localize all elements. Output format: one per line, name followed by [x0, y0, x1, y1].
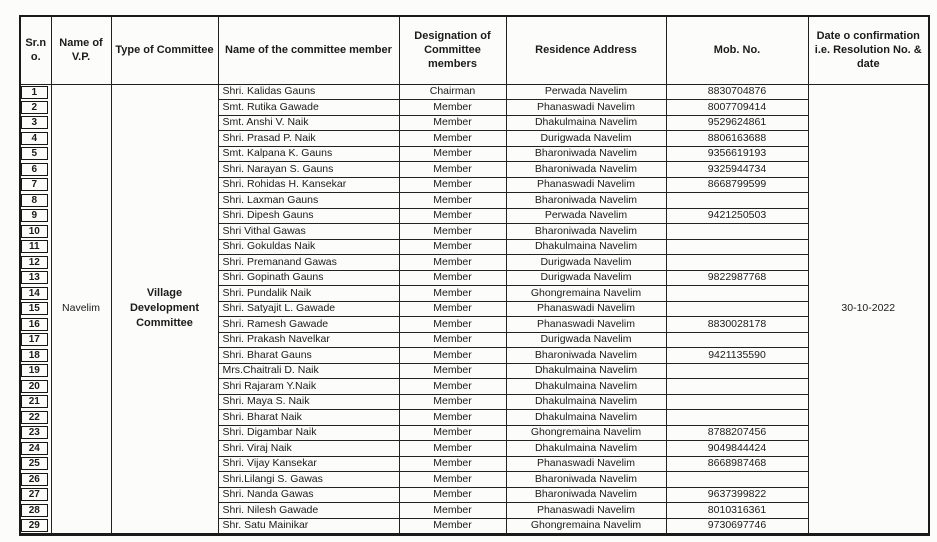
member-name-cell: Shri. Gopinath Gauns: [218, 270, 399, 286]
committee-table: [19, 15, 930, 536]
member-name-cell: Smt. Rutika Gawade: [218, 100, 399, 116]
mobile-number-cell: 8010316361: [666, 503, 808, 519]
sr-no-cell: [20, 317, 51, 333]
residence-address-cell: Dhakulmaina Navelim: [506, 239, 666, 255]
residence-address-cell: Bharoniwada Navelim: [506, 487, 666, 503]
sr-no-cell: [20, 503, 51, 519]
sr-no-cell: [20, 224, 51, 240]
table-header: [20, 16, 929, 84]
residence-address-cell: Perwada Navelim: [506, 208, 666, 224]
designation-cell: Member: [399, 100, 506, 116]
table-row: [20, 84, 929, 100]
sr-no-cell: [20, 84, 51, 100]
residence-address-cell: Bharoniwada Navelim: [506, 162, 666, 178]
mobile-number-cell: [666, 410, 808, 426]
sr-no: 24: [21, 442, 48, 455]
designation-cell: Member: [399, 255, 506, 271]
sr-no-cell: [20, 239, 51, 255]
confirmation-date-cell: 30-10-2022: [808, 84, 929, 535]
residence-address-cell: Dhakulmaina Navelim: [506, 394, 666, 410]
residence-address-cell: Dhakulmaina Navelim: [506, 441, 666, 457]
header-committee: Type of Committee: [111, 16, 218, 84]
residence-address-cell: Durigwada Navelim: [506, 255, 666, 271]
sr-no: 25: [21, 457, 48, 470]
mobile-number-cell: 9325944734: [666, 162, 808, 178]
sr-no-cell: [20, 379, 51, 395]
residence-address-cell: Phanaswadi Navelim: [506, 503, 666, 519]
sr-no-cell: [20, 425, 51, 441]
residence-address-cell: Ghongremaina Navelim: [506, 518, 666, 535]
mobile-number-cell: 8806163688: [666, 131, 808, 147]
vp-name-cell: Navelim: [51, 84, 111, 535]
mobile-number-cell: [666, 472, 808, 488]
sr-no-cell: [20, 441, 51, 457]
designation-cell: Member: [399, 193, 506, 209]
sr-no-cell: [20, 363, 51, 379]
residence-address-cell: Bharoniwada Navelim: [506, 146, 666, 162]
sr-no: 5: [21, 147, 48, 160]
sr-no-cell: [20, 394, 51, 410]
residence-address-cell: Perwada Navelim: [506, 84, 666, 100]
sr-no: 11: [21, 240, 48, 253]
header-designation: Designation of Committee members: [399, 16, 506, 84]
designation-cell: Member: [399, 425, 506, 441]
sr-no: 16: [21, 318, 48, 331]
sr-no: 20: [21, 380, 48, 393]
member-name-cell: Shri. Rohidas H. Kansekar: [218, 177, 399, 193]
mobile-number-cell: 9637399822: [666, 487, 808, 503]
designation-cell: Member: [399, 239, 506, 255]
mobile-number-cell: 9356619193: [666, 146, 808, 162]
designation-cell: Member: [399, 379, 506, 395]
member-name-cell: Shri. Prakash Navelkar: [218, 332, 399, 348]
member-name-cell: Shri. Satyajit L. Gawade: [218, 301, 399, 317]
sr-no: 1: [21, 86, 48, 99]
member-name-cell: Shri Vithal Gawas: [218, 224, 399, 240]
sr-no-cell: [20, 162, 51, 178]
residence-address-cell: Durigwada Navelim: [506, 270, 666, 286]
sr-no-cell: [20, 487, 51, 503]
designation-cell: Member: [399, 208, 506, 224]
residence-address-cell: Phanaswadi Navelim: [506, 177, 666, 193]
member-name-cell: Shri. Laxman Gauns: [218, 193, 399, 209]
designation-cell: Member: [399, 131, 506, 147]
sr-no: 2: [21, 101, 48, 114]
sr-no-cell: [20, 177, 51, 193]
mobile-number-cell: 9529624861: [666, 115, 808, 131]
residence-address-cell: Durigwada Navelim: [506, 332, 666, 348]
member-name-cell: Shri. Nilesh Gawade: [218, 503, 399, 519]
designation-cell: Member: [399, 146, 506, 162]
sr-no: 4: [21, 132, 48, 145]
designation-cell: Member: [399, 332, 506, 348]
sr-no-cell: [20, 146, 51, 162]
sr-no: 19: [21, 364, 48, 377]
residence-address-cell: Dhakulmaina Navelim: [506, 379, 666, 395]
sr-no-cell: [20, 410, 51, 426]
designation-cell: Member: [399, 301, 506, 317]
residence-address-cell: Bharoniwada Navelim: [506, 224, 666, 240]
residence-address-cell: Durigwada Navelim: [506, 131, 666, 147]
member-name-cell: Shri. Ramesh Gawade: [218, 317, 399, 333]
residence-address-cell: Phanaswadi Navelim: [506, 301, 666, 317]
sr-no: 15: [21, 302, 48, 315]
designation-cell: Member: [399, 503, 506, 519]
residence-address-cell: Ghongremaina Navelim: [506, 286, 666, 302]
sr-no: 29: [21, 519, 48, 532]
designation-cell: Chairman: [399, 84, 506, 100]
designation-cell: Member: [399, 472, 506, 488]
sr-no-cell: [20, 115, 51, 131]
residence-address-cell: Phanaswadi Navelim: [506, 456, 666, 472]
designation-cell: Member: [399, 518, 506, 535]
designation-cell: Member: [399, 270, 506, 286]
mobile-number-cell: 9049844424: [666, 441, 808, 457]
member-name-cell: Shri. Narayan S. Gauns: [218, 162, 399, 178]
mobile-number-cell: [666, 379, 808, 395]
mobile-number-cell: [666, 394, 808, 410]
residence-address-cell: Phanaswadi Navelim: [506, 100, 666, 116]
sr-no: 27: [21, 488, 48, 501]
member-name-cell: Shri. Bharat Gauns: [218, 348, 399, 364]
residence-address-cell: Dhakulmaina Navelim: [506, 115, 666, 131]
designation-cell: Member: [399, 456, 506, 472]
member-name-cell: Shri. Kalidas Gauns: [218, 84, 399, 100]
sr-no-cell: [20, 456, 51, 472]
mobile-number-cell: [666, 332, 808, 348]
member-name-cell: Shri.Lilangi S. Gawas: [218, 472, 399, 488]
header-vp-name: Name of V.P.: [51, 16, 111, 84]
designation-cell: Member: [399, 224, 506, 240]
header-member-name: Name of the committee member: [218, 16, 399, 84]
sr-no: 17: [21, 333, 48, 346]
mobile-number-cell: [666, 193, 808, 209]
member-name-cell: Shri. Viraj Naik: [218, 441, 399, 457]
committee-type-cell: Village Development Committee: [111, 84, 218, 535]
designation-cell: Member: [399, 410, 506, 426]
sr-no: 3: [21, 116, 48, 129]
mobile-number-cell: 8007709414: [666, 100, 808, 116]
designation-cell: Member: [399, 363, 506, 379]
mobile-number-cell: 8830704876: [666, 84, 808, 100]
sr-no: 13: [21, 271, 48, 284]
residence-address-cell: Bharoniwada Navelim: [506, 193, 666, 209]
mobile-number-cell: [666, 239, 808, 255]
sr-no-cell: [20, 270, 51, 286]
sr-no: 10: [21, 225, 48, 238]
designation-cell: Member: [399, 162, 506, 178]
mobile-number-cell: 8830028178: [666, 317, 808, 333]
member-name-cell: Shri. Gokuldas Naik: [218, 239, 399, 255]
mobile-number-cell: 9822987768: [666, 270, 808, 286]
mobile-number-cell: [666, 363, 808, 379]
header-residence: Residence Address: [506, 16, 666, 84]
sr-no-cell: [20, 131, 51, 147]
residence-address-cell: Bharoniwada Navelim: [506, 348, 666, 364]
member-name-cell: Shri. Premanand Gawas: [218, 255, 399, 271]
header-mobile: Mob. No.: [666, 16, 808, 84]
sr-no-cell: [20, 255, 51, 271]
member-name-cell: Shr. Satu Mainikar: [218, 518, 399, 535]
sr-no: 6: [21, 163, 48, 176]
mobile-number-cell: 9730697746: [666, 518, 808, 535]
sr-no: 7: [21, 178, 48, 191]
sr-no-cell: [20, 193, 51, 209]
designation-cell: Member: [399, 115, 506, 131]
sr-no: 26: [21, 473, 48, 486]
sr-no-cell: [20, 301, 51, 317]
designation-cell: Member: [399, 348, 506, 364]
residence-address-cell: Phanaswadi Navelim: [506, 317, 666, 333]
member-name-cell: Shri. Dipesh Gauns: [218, 208, 399, 224]
member-name-cell: Shri. Prasad P. Naik: [218, 131, 399, 147]
sr-no: 14: [21, 287, 48, 300]
sr-no: 8: [21, 194, 48, 207]
header-sr-no: Sr.no.: [20, 16, 51, 84]
member-name-cell: Shri. Digambar Naik: [218, 425, 399, 441]
sr-no-cell: [20, 472, 51, 488]
sr-no-cell: [20, 332, 51, 348]
designation-cell: Member: [399, 441, 506, 457]
member-name-cell: Shri Rajaram Y.Naik: [218, 379, 399, 395]
sr-no-cell: [20, 518, 51, 535]
mobile-number-cell: 8668799599: [666, 177, 808, 193]
residence-address-cell: Ghongremaina Navelim: [506, 425, 666, 441]
designation-cell: Member: [399, 487, 506, 503]
mobile-number-cell: 9421135590: [666, 348, 808, 364]
designation-cell: Member: [399, 286, 506, 302]
residence-address-cell: Dhakulmaina Navelim: [506, 410, 666, 426]
sr-no: 23: [21, 426, 48, 439]
sr-no: 12: [21, 256, 48, 269]
sr-no: 22: [21, 411, 48, 424]
sr-no: 21: [21, 395, 48, 408]
sr-no: 18: [21, 349, 48, 362]
table-body: [20, 84, 929, 535]
member-name-cell: Smt. Anshi V. Naik: [218, 115, 399, 131]
member-name-cell: Shri. Pundalik Naik: [218, 286, 399, 302]
mobile-number-cell: [666, 301, 808, 317]
header-row: [20, 16, 929, 84]
mobile-number-cell: [666, 255, 808, 271]
sr-no-cell: [20, 208, 51, 224]
mobile-number-cell: 8668987468: [666, 456, 808, 472]
member-name-cell: Shri. Nanda Gawas: [218, 487, 399, 503]
member-name-cell: Shri. Vijay Kansekar: [218, 456, 399, 472]
mobile-number-cell: [666, 224, 808, 240]
sr-no-cell: [20, 348, 51, 364]
member-name-cell: Shri. Maya S. Naik: [218, 394, 399, 410]
member-name-cell: Shri. Bharat Naik: [218, 410, 399, 426]
sr-no: 9: [21, 209, 48, 222]
residence-address-cell: Dhakulmaina Navelim: [506, 363, 666, 379]
designation-cell: Member: [399, 177, 506, 193]
residence-address-cell: Bharoniwada Navelim: [506, 472, 666, 488]
sr-no: 28: [21, 504, 48, 517]
member-name-cell: Mrs.Chaitrali D. Naik: [218, 363, 399, 379]
mobile-number-cell: 9421250503: [666, 208, 808, 224]
mobile-number-cell: 8788207456: [666, 425, 808, 441]
sr-no-cell: [20, 286, 51, 302]
member-name-cell: Smt. Kalpana K. Gauns: [218, 146, 399, 162]
designation-cell: Member: [399, 394, 506, 410]
mobile-number-cell: [666, 286, 808, 302]
sr-no-cell: [20, 100, 51, 116]
header-date: Date o confirmation i.e. Resolution No. & date: [808, 16, 929, 84]
designation-cell: Member: [399, 317, 506, 333]
